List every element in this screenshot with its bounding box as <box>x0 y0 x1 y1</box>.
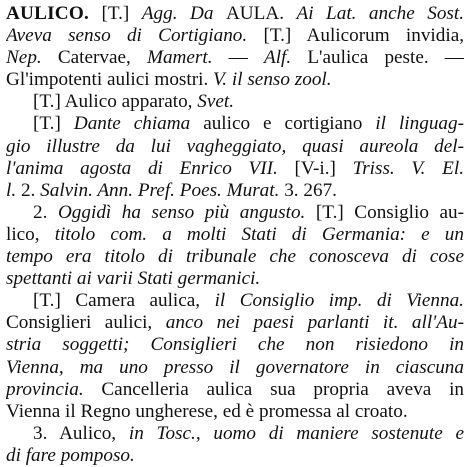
entry-text: [V-i.] <box>277 157 353 179</box>
entry-text: Aveva senso di Cortigiano. <box>6 25 248 47</box>
entry-text: titolo com. a molti Stati di Germania: e un <box>54 223 464 245</box>
entry-text: [T.] Aulico apparato, <box>33 91 198 113</box>
entry-line <box>6 290 464 312</box>
entry-text: il linguag- <box>375 113 464 135</box>
entry-text: V. il senso zool. <box>213 69 332 91</box>
entry-text: Vienna, ma uno presso il governatore in ciascuna <box>6 356 464 378</box>
entry-text: Oggidì ha senso più angusto. <box>57 201 306 223</box>
entry-text: provincia. <box>6 378 84 400</box>
entry-line <box>6 69 464 91</box>
entry-text: l. <box>6 179 17 201</box>
entry-text: [T.] Aulicorum invidia, <box>247 25 464 47</box>
entry-line <box>6 180 464 202</box>
entry-text: Salvin. Ann. Pref. Poes. Murat. <box>40 179 280 201</box>
entry-line <box>6 268 464 290</box>
entry-text: AULA <box>225 3 280 24</box>
entry-line <box>6 224 464 246</box>
entry-text: il Consiglio imp. di Vienna. <box>214 290 464 312</box>
entry-text: Vienna il Regno ungherese, ed è promessa al croato. <box>6 400 408 422</box>
entry-line <box>6 25 464 47</box>
entry-text: Gl'impotenti aulici mostri. <box>6 69 214 91</box>
entry-text: stria soggetti; Consiglieri che non risiedono in <box>6 334 464 356</box>
entry-text: 3. Aulico, <box>33 422 129 444</box>
entry-line <box>6 423 464 445</box>
entry-text: di fare pomposo. <box>6 444 135 466</box>
entry-text: [T.] <box>33 113 74 135</box>
entry-text: Mamert. <box>146 47 213 69</box>
entry-text: [T.] Camera aulica, <box>33 290 215 312</box>
entry-text: tempo era titolo di tribunale che conosceva di cose <box>6 246 464 268</box>
entry-text: Cancelleria aulica sua propria aveva in <box>83 378 464 400</box>
entry-text: Alf. <box>264 47 292 69</box>
entry-line <box>6 379 464 401</box>
entry-line <box>6 401 464 423</box>
entry-text: in Tosc., uomo di maniere sostenute e <box>128 422 464 444</box>
entry-text: 2. <box>33 201 58 223</box>
entry-text: 2. <box>16 179 41 201</box>
entry-line <box>6 312 464 334</box>
entry-text: 3. 267. <box>279 179 337 201</box>
entry-line <box>6 445 464 467</box>
entry-text: — <box>212 47 264 69</box>
entry-line <box>6 3 464 25</box>
entry-text: lico, <box>6 223 55 245</box>
entry-line <box>6 357 464 379</box>
entry-text: Svet. <box>197 91 235 113</box>
entry-text: [T.] Consiglio au- <box>305 201 464 223</box>
entry-text: anco nei paesi parlanti it. all'Au- <box>165 312 464 334</box>
entry-line <box>6 246 464 268</box>
entry-text: spettanti ai varii Stati germanici. <box>6 268 261 290</box>
entry-text: . <box>279 3 297 24</box>
entry-text: Triss. V. El. <box>352 157 464 179</box>
entry-line <box>6 47 464 69</box>
entry-text: Catervae, <box>41 47 147 69</box>
entry-text: Consiglieri aulici, <box>6 312 166 334</box>
entry-line <box>6 136 464 158</box>
entry-text: Nep. <box>6 47 42 69</box>
entry-line <box>6 113 464 135</box>
entry-text: [T.] <box>88 3 142 24</box>
entry-text: aulico e cortigiano <box>190 113 376 135</box>
entry-text: Agg. Da <box>141 3 226 24</box>
headword: AULICO. <box>6 3 89 24</box>
entry-text: Ai Lat. anche Sost. <box>296 3 464 24</box>
entry-text: L'aulica peste. — <box>291 47 464 69</box>
entry-text: Dante chiama <box>73 113 191 135</box>
entry-text: gio illustre da lui vagheggiato, quasi aureola del- <box>6 135 464 157</box>
entry-line <box>6 334 464 356</box>
entry-line <box>6 202 464 224</box>
entry-line <box>6 91 464 113</box>
entry-text: l'anima agosta di Enrico VII. <box>6 157 278 179</box>
entry-line <box>6 158 464 180</box>
